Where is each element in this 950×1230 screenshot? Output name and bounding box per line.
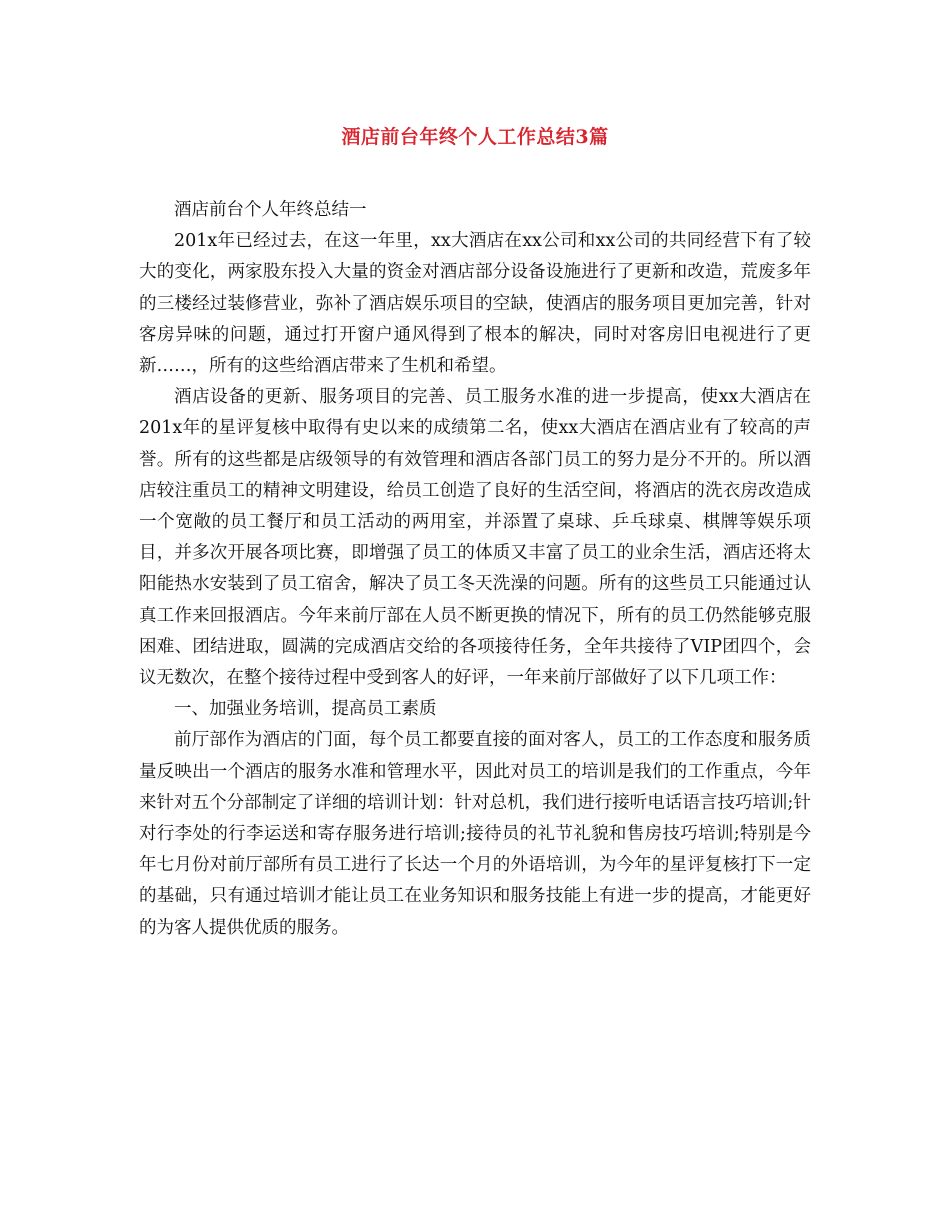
document-body [139,195,811,944]
paragraph-section-heading: 酒店前台个人年终总结一 [174,200,367,220]
paragraph-subheading-training: 一、加强业务培训，提高员工素质 [174,699,437,720]
paragraph-intro: 201x年已经过去，在这一年里，xx大酒店在xx公司和xx公司的共同经营下有了较大的变化，两家股东投入大量的资金对酒店部分设备设施进行了更新和改造，荒废多年的三楼经过装修营业，弥补了酒店娱乐项目的空缺，使酒店的服务项目更加完善，针对客房异味的问题，通过打开窗户通风得到了根本的解决，同时对客房旧电视进行了更新……，所有的这些给酒店带来了生机和希望。 [139,231,811,377]
document-title: 酒店前台年终个人工作总结3篇 [341,126,609,148]
paragraph-achievements: 酒店设备的更新、服务项目的完善、员工服务水准的进一步提高，使xx大酒店在201x年的星评复核中取得有史以来的成绩第二名，使xx大酒店在酒店业有了较高的声誉。所有的这些都是店级领导的有效管理和酒店各部门员工的努力是分不开的。所以酒店较注重员工的精神文明建设，给员工创造了良好的生活空间，将酒店的洗衣房改造成一个宽敞的员工餐厅和员工活动的两用室，并添置了桌球、乒乓球桌、棋牌等娱乐项目，并多次开展各项比赛，即增强了员工的体质又丰富了员工的业余生活，酒店还将太阳能热水安装到了员工宿舍，解决了员工冬天洗澡的问题。所有的这些员工只能通过认真工作来回报酒店。今年来前厅部在人员不断更换的情况下，所有的员工仍然能够克服困难、团结进取，圆满的完成酒店交给的各项接待任务，全年共接待了VIP团四个，会议无数次，在整个接待过程中受到客人的好评，一年来前厅部做好了以下几项工作： [139,387,811,689]
paragraph-training: 前厅部作为酒店的门面，每个员工都要直接的面对客人，员工的工作态度和服务质量反映出一个酒店的服务水准和管理水平，因此对员工的培训是我们的工作重点，今年来针对五个分部制定了详细的培训计划：针对总机，我们进行接听电话语言技巧培训;针对行李处的行李运送和寄存服务进行培训;接待员的礼节礼貌和售房技巧培训;特别是今年七月份对前厅部所有员工进行了长达一个月的外语培训，为今年的星评复核打下一定的基础，只有通过培训才能让员工在业务知识和服务技能上有进一步的提高，才能更好的为客人提供优质的服务。 [139,730,811,938]
